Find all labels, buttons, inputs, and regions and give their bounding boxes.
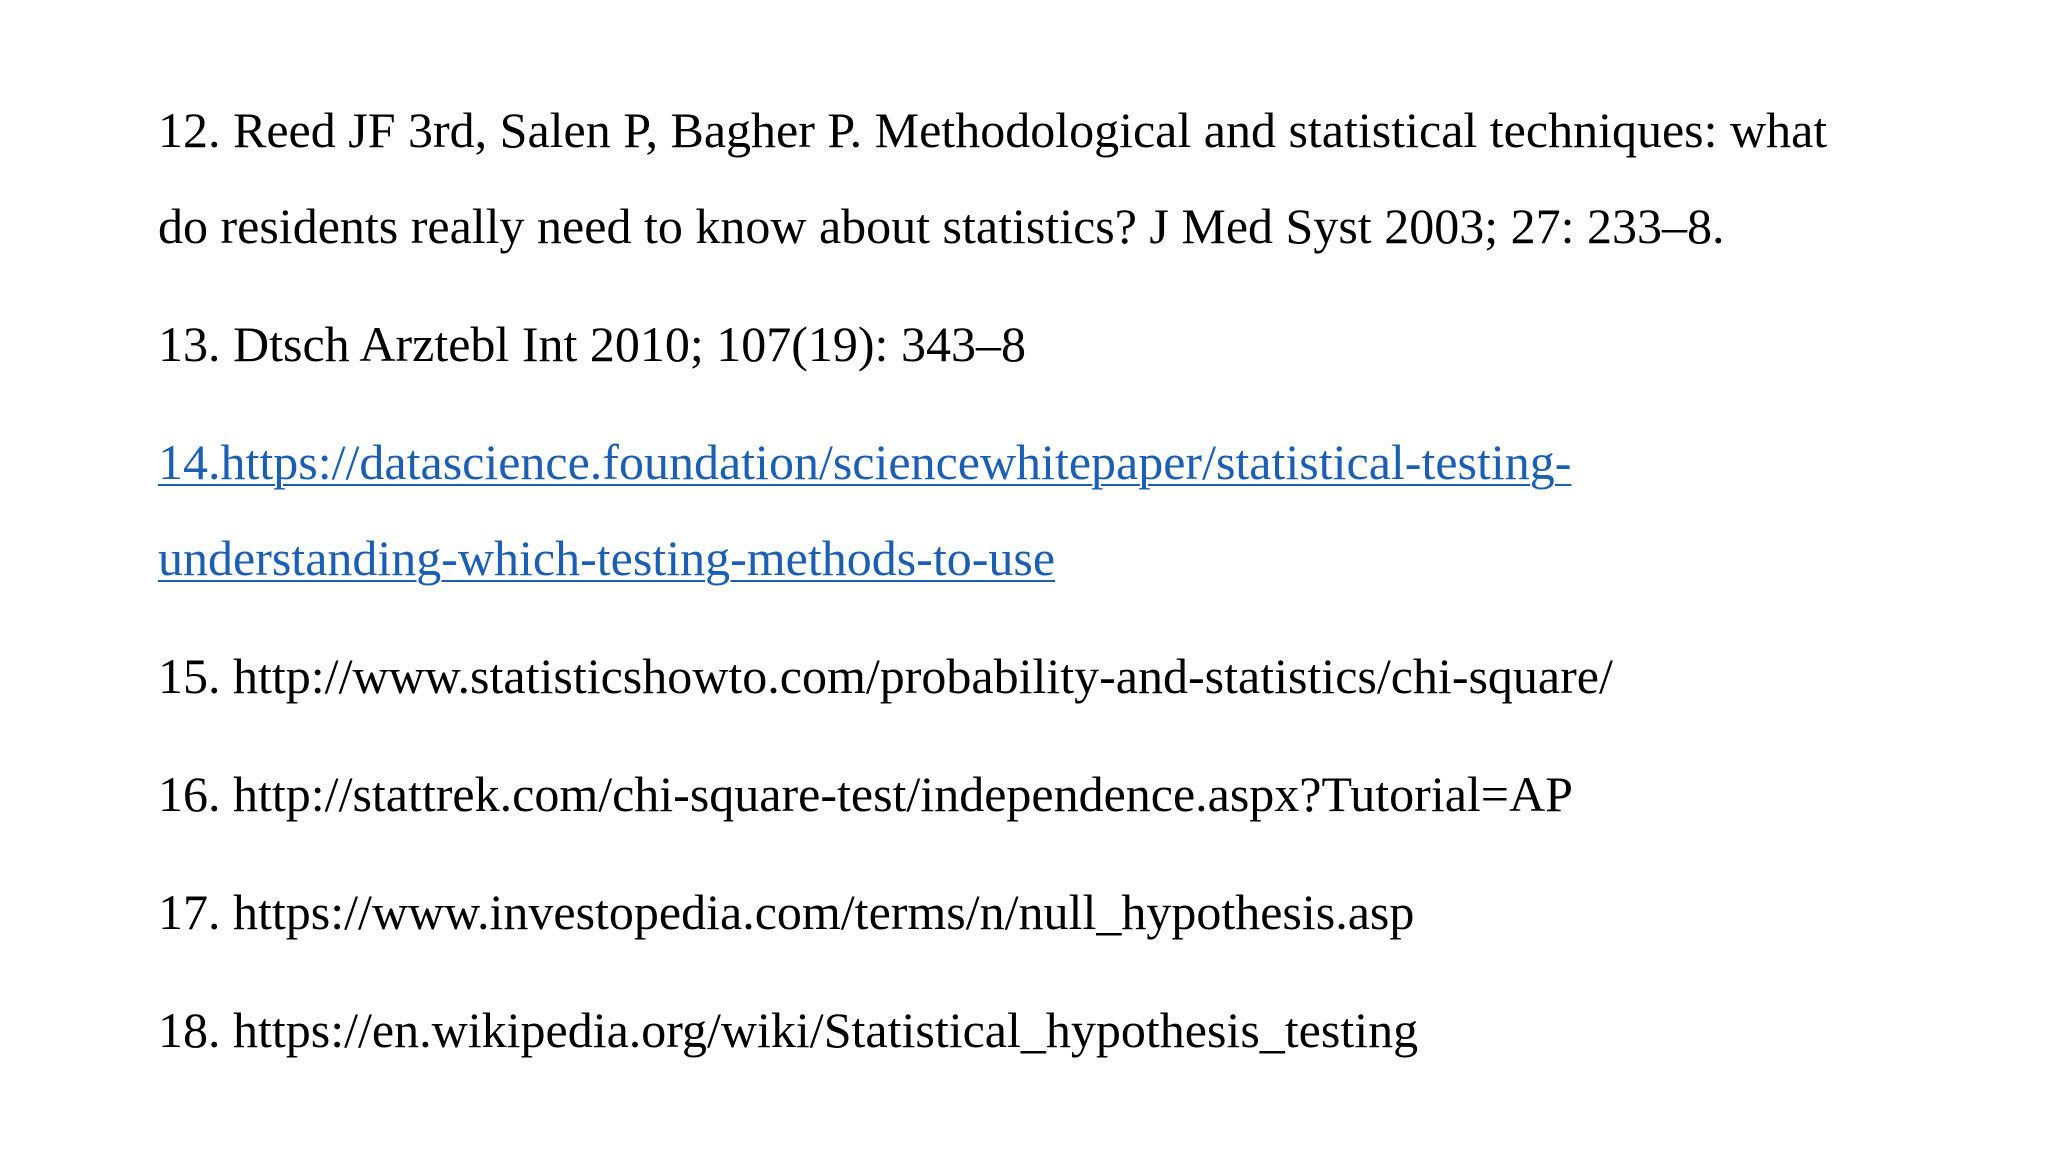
reference-item-16	[158, 746, 2008, 842]
reference-item-12	[158, 82, 2008, 274]
reference-17-line-1: 17. https://www.investopedia.com/terms/n/null_hypothesis.asp	[158, 884, 1415, 940]
reference-item-14-link[interactable]	[158, 414, 2008, 606]
reference-14-link-line-2[interactable]: understanding-which-testing-methods-to-use	[158, 530, 1056, 586]
reference-item-13	[158, 296, 2008, 392]
reference-14-link-line-1[interactable]: 14.https://datascience.foundation/sciencewhitepaper/statistical-testing-	[158, 434, 1572, 490]
reference-13-line-1: 13. Dtsch Arztebl Int 2010; 107(19): 343–8	[158, 316, 1026, 372]
reference-item-18	[158, 982, 2008, 1078]
reference-15-line-1: 15. http://www.statisticshowto.com/probability-and-statistics/chi-square/	[158, 648, 1613, 704]
reference-18-line-1: 18. https://en.wikipedia.org/wiki/Statistical_hypothesis_testing	[158, 1002, 1419, 1058]
reference-16-line-1: 16. http://stattrek.com/chi-square-test/independence.aspx?Tutorial=AP	[158, 766, 1573, 822]
reference-item-17	[158, 864, 2008, 960]
reference-item-15	[158, 628, 2008, 724]
reference-12-line-2: do residents really need to know about statistics? J Med Syst 2003; 27: 233–8.	[158, 198, 1725, 254]
reference-12-line-1: 12. Reed JF 3rd, Salen P, Bagher P. Methodological and statistical techniques: what	[158, 102, 1828, 158]
